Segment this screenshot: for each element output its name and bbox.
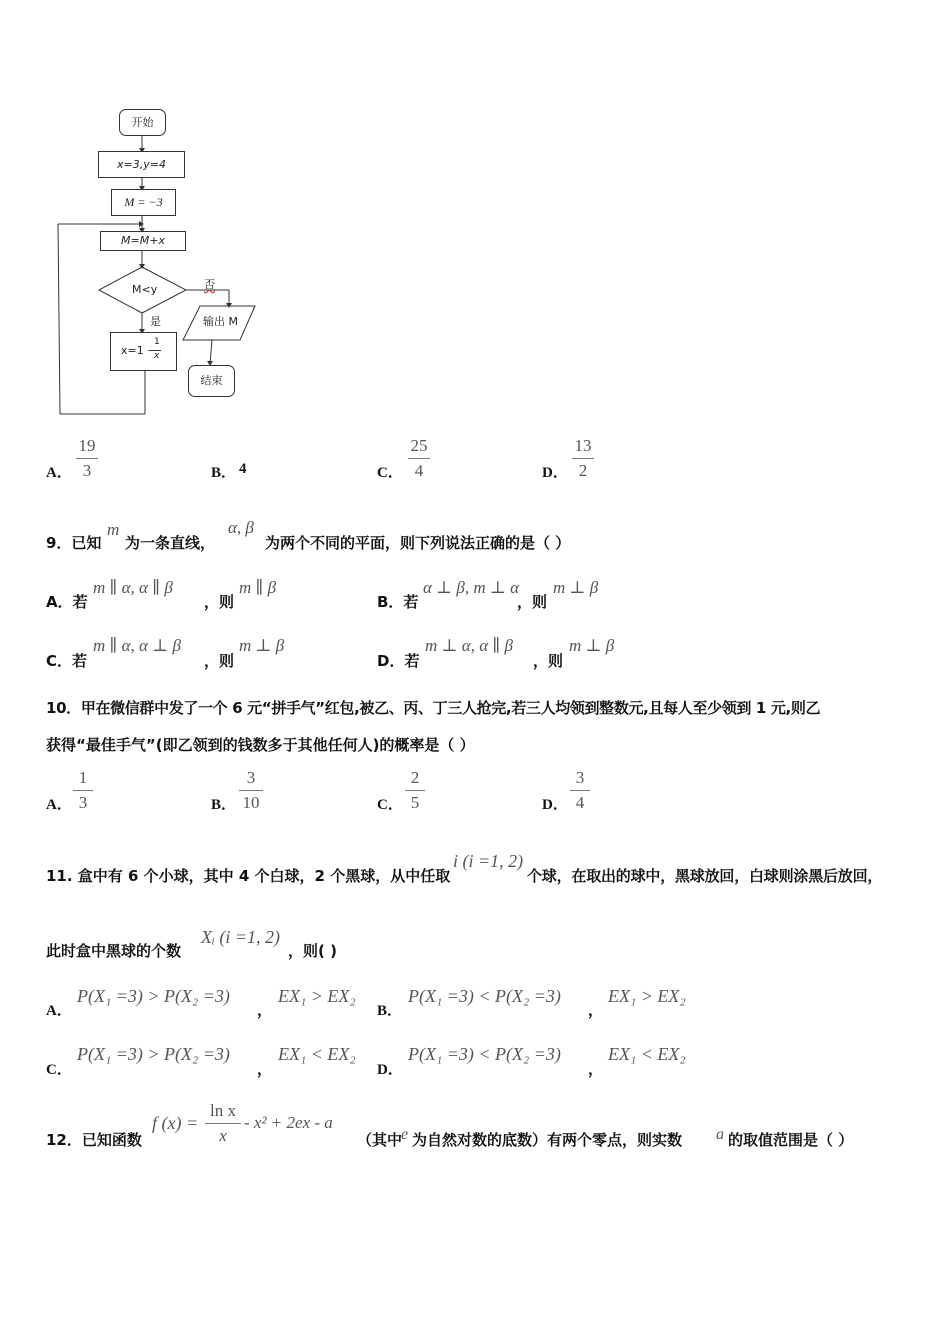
q9-option-d-res: m ⊥ β — [569, 636, 615, 655]
q9-option-c-res: m ⊥ β — [239, 636, 285, 655]
q9-option-d-then: ，则 — [533, 652, 564, 670]
flow-start: 开始 — [119, 109, 166, 136]
q11-option-a-label: A． — [46, 1003, 72, 1019]
flow-x-update: x=1 − 1 x — [110, 332, 177, 371]
q10-option-b-label: B． — [211, 797, 237, 813]
q12-mid2: 为自然对数的底数）有两个零点，则实数 — [412, 1131, 683, 1149]
q11-option-c-label: C． — [46, 1062, 72, 1078]
q11-option-a-expr2: EX₁ > EX₂ — [278, 986, 356, 1006]
q10-option-d-value: 3 4 — [570, 768, 590, 813]
q12-a: a — [716, 1126, 724, 1143]
q11-option-c-expr2: EX₁ < EX₂ — [278, 1044, 356, 1064]
q11-option-b-sep: ， — [588, 1001, 604, 1019]
q10-line2: 获得“最佳手气”(即乙领到的钱数多于其他任何人)的概率是（ ） — [46, 736, 475, 754]
q10-option-b-value: 3 10 — [239, 768, 263, 813]
flowchart-lines — [0, 100, 300, 430]
q11-option-b-expr2: EX₁ > EX₂ — [608, 986, 686, 1006]
flow-m-init: M = −3 — [111, 189, 176, 216]
q9-option-d-label: D．若 — [377, 652, 420, 670]
q12-func-lhs: f (x) = — [152, 1113, 199, 1133]
q10-option-a-value: 1 3 — [73, 768, 93, 813]
q11-option-c-sep: ， — [257, 1060, 273, 1078]
flow-output: 输出 M — [203, 315, 238, 328]
q9-option-c-then: ，则 — [204, 652, 235, 670]
q12-e: e — [401, 1126, 409, 1143]
q9-ab: α, β — [228, 518, 254, 537]
q9-option-a-cond: m ∥ α, α ∥ β — [93, 578, 173, 597]
q11-line2-b: ，则( ) — [288, 942, 337, 960]
q9-option-d-cond: m ⊥ α, α ∥ β — [425, 636, 513, 655]
q9-suffix: 为两个不同的平面，则下列说法正确的是（ ） — [265, 534, 571, 552]
q9-m: m — [107, 520, 120, 539]
q8-option-a-label: A． — [46, 465, 72, 481]
q10-line1: 10．甲在微信群中发了一个 6 元“拼手气”红包,被乙、丙、丁三人抢完,若三人均领到整数元,且每人至少领到 1 元,则乙 — [46, 699, 821, 717]
q9-option-c-cond: m ∥ α, α ⊥ β — [93, 636, 181, 655]
q11-option-d-label: D． — [377, 1062, 403, 1078]
q11-line1-a: 11. 盒中有 6 个小球，其中 4 个白球，2 个黑球，从中任取 — [46, 867, 451, 885]
q10-option-c-value: 2 5 — [405, 768, 425, 813]
q11-option-a-expr1: P(X₁ =3) > P(X₂ =3) — [77, 986, 230, 1006]
q11-option-a-sep: ， — [257, 1001, 273, 1019]
q8-option-b-value: 4 — [239, 461, 247, 477]
q11-option-d-expr1: P(X₁ =3) < P(X₂ =3) — [408, 1044, 561, 1064]
flow-condition: M<y — [132, 283, 158, 296]
q8-option-d-label: D． — [542, 465, 568, 481]
q11-option-d-expr2: EX₁ < EX₂ — [608, 1044, 686, 1064]
q11-option-d-sep: ， — [588, 1060, 604, 1078]
q11-line1-b: 个球，在取出的球中，黑球放回，白球则涂黑后放回， — [527, 867, 883, 885]
q9-option-a-res: m ∥ β — [239, 578, 277, 597]
q11-line1-math: i (i =1, 2) — [453, 851, 524, 871]
q8-option-d-value: 13 2 — [572, 436, 594, 481]
flow-end: 结束 — [188, 365, 235, 397]
q11-option-b-expr1: P(X₁ =3) < P(X₂ =3) — [408, 986, 561, 1006]
q9-option-b-cond: α ⊥ β, m ⊥ α — [423, 578, 520, 597]
q11-option-b-label: B． — [377, 1003, 403, 1019]
q9-prefix: 9．已知 — [46, 534, 102, 552]
q9-option-c-label: C．若 — [46, 652, 88, 670]
q8-option-a-value: 19 3 — [76, 436, 98, 481]
q12-suffix: 的取值范围是（ ） — [728, 1131, 854, 1149]
q9-mid: 为一条直线， — [125, 534, 216, 552]
q8-option-c-label: C． — [377, 465, 403, 481]
q9-option-b-then: ，则 — [517, 593, 548, 611]
flow-m-update: M=M+x — [100, 231, 186, 251]
q11-option-c-expr1: P(X₁ =3) > P(X₂ =3) — [77, 1044, 230, 1064]
q10-option-a-label: A． — [46, 797, 72, 813]
q10-option-d-label: D． — [542, 797, 568, 813]
q12-func-rest: - x² + 2ex - a — [244, 1113, 333, 1132]
q9-option-b-res: m ⊥ β — [553, 578, 599, 597]
q9-option-a-then: ，则 — [204, 593, 235, 611]
q10-option-c-label: C． — [377, 797, 403, 813]
flow-yes-label: 是 — [150, 315, 161, 328]
q11-line2-a: 此时盒中黑球的个数 — [46, 942, 182, 960]
q9-option-b-label: B．若 — [377, 593, 419, 611]
flow-init: x=3,y=4 — [98, 151, 185, 178]
flow-no-label: 否 — [204, 278, 215, 291]
q12-mid: （其中 — [357, 1131, 403, 1149]
q9-option-a-label: A．若 — [46, 593, 88, 611]
q8-option-b-label: B． — [211, 465, 237, 481]
q12-prefix: 12．已知函数 — [46, 1131, 142, 1149]
q12-func-fraction: ln x x — [205, 1101, 241, 1146]
q11-line2-math: Xᵢ (i =1, 2) — [201, 927, 280, 947]
q8-option-c-value: 25 4 — [408, 436, 430, 481]
